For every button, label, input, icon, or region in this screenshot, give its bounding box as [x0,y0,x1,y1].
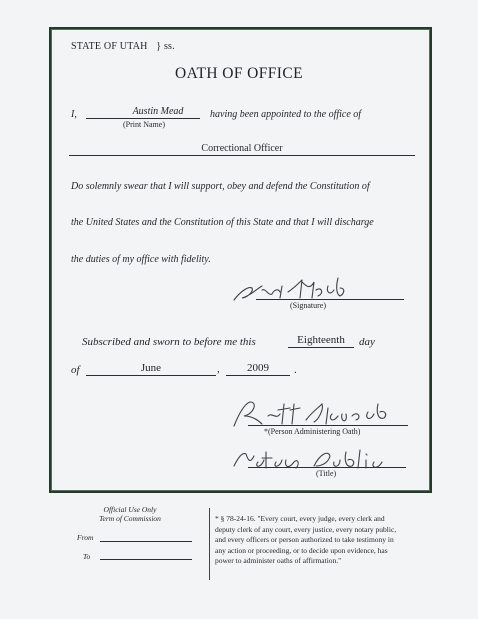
appointment-text: having been appointed to the office of [210,109,362,120]
day-word: day [359,336,375,348]
official-use-label: Official Use Only [103,505,157,514]
signature-caption: (Signature) [290,301,326,310]
office-name: Correctional Officer [201,143,283,154]
title-line [248,467,406,468]
statute-line-4: any action or proceeding, or to decide upon evidence, has [215,545,388,555]
section-divider [209,508,210,580]
oath-line-1: Do solemnly swear that I will support, obey and defend the Constitution of [71,181,370,192]
from-label: From [77,533,94,542]
statute-line-2: deputy clerk of any court, every justice, every notary public, [215,524,397,534]
statute-line-3: and every officers or person authorized to take testimony in [215,535,394,545]
year-value: 2009 [247,362,269,374]
state-heading [71,41,175,52]
month-value: June [140,362,162,374]
month-line [86,375,216,376]
title-caption: (Title) [316,469,337,478]
statute-line-1: * § 78-24-16. "Every court, every judge, every clerk and [215,514,385,523]
oath-line-3: the duties of my office with fidelity. [71,254,211,265]
of-word: of [71,364,80,376]
ss-mark: } ss. [156,41,175,52]
statute-line-5: power to administer oaths of affirmation." [215,556,342,566]
printed-name: Austin Mead [132,106,184,117]
to-line [100,559,192,560]
statute-text [215,514,396,567]
name-line [86,118,200,119]
from-line [100,541,192,542]
term-of-commission-label: Term of Commission [99,514,161,523]
oath-line-2: the United States and the Constitution of this State and that I will discharge [71,217,374,228]
year-line [226,375,290,376]
administrator-line [248,425,408,426]
office-line [69,155,415,156]
day-value: Eighteenth [297,334,345,346]
form-title: OATH OF OFFICE [175,65,303,82]
day-line [288,347,354,348]
signature-line [256,299,404,300]
comma: , [217,363,220,375]
period: . [294,364,297,376]
subscribed-text: Subscribed and sworn to before me this [82,336,256,348]
administrator-caption: *(Person Administering Oath) [264,427,361,436]
to-label: To [83,552,91,561]
print-name-caption: (Print Name) [123,120,165,129]
i-label: I, [71,109,77,120]
state-name: STATE OF UTAH [71,41,148,52]
